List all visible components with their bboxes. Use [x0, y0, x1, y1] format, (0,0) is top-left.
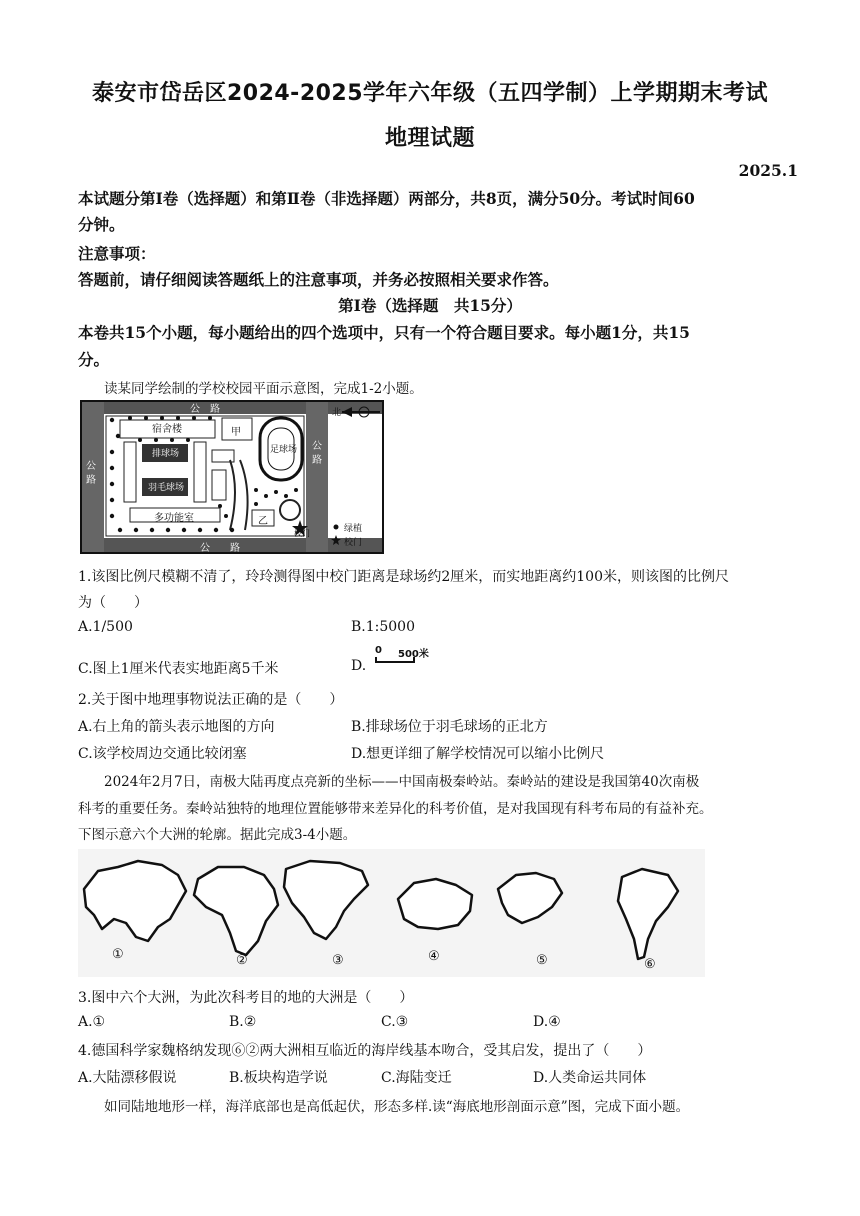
map-label-jia: 甲	[231, 427, 241, 438]
map-label-multi: 多功能室	[154, 513, 194, 524]
continent-label-1: ①	[112, 947, 124, 962]
q1-option-b: B.1:5000	[351, 619, 415, 635]
campus-map	[80, 400, 384, 554]
section-desc-1: 本卷共15个小题，每小题给出的四个选项中，只有一个符合题目要求。每小题1分，共15	[78, 323, 690, 342]
continent-outlines	[78, 849, 705, 977]
q1-option-c: C.图上1厘米代表实地距离5千米	[78, 661, 279, 677]
q4-option-b: B.板块构造学说	[229, 1070, 328, 1086]
map-label-gate: 校门	[294, 529, 310, 538]
exam-date: 2025.1	[738, 161, 798, 180]
q2-option-a: A.右上角的箭头表示地图的方向	[78, 719, 275, 735]
map-label-road-right: 公路	[312, 441, 322, 466]
q3-stem: 3.图中六个大洲，为此次科考目的地的大洲是（ ）	[78, 990, 414, 1006]
map-label-dorm: 宿舍楼	[152, 424, 182, 435]
scale-line	[372, 656, 432, 664]
q3-option-c: C.③	[381, 1014, 409, 1030]
continent-label-3: ③	[332, 953, 344, 968]
map-label-football: 足球场	[270, 445, 298, 455]
section-desc-2: 分。	[78, 350, 110, 369]
continent-label-2: ②	[236, 953, 248, 968]
map-legend-green: 绿植	[344, 524, 363, 534]
map-label-badminton: 羽毛球场	[148, 483, 185, 493]
q1-scale-bar	[372, 645, 442, 665]
continent-label-5: ⑤	[536, 953, 548, 968]
map-label-north: 北	[332, 408, 342, 418]
scale-500: 500米	[398, 649, 429, 660]
continent-label-4: ④	[428, 949, 440, 964]
section-title: 第Ⅰ卷（选择题 共15分）	[338, 296, 522, 315]
group2-passage-3: 下图示意六个大洲的轮廓。据此完成3-4小题。	[78, 827, 357, 843]
map-label-volleyball: 排球场	[152, 449, 180, 459]
q2-option-c: C.该学校周边交通比较闭塞	[78, 746, 247, 762]
exam-subtitle: 地理试题	[384, 126, 475, 151]
continents-figure	[78, 849, 705, 977]
q4-option-c: C.海陆变迁	[381, 1070, 452, 1086]
notice-text: 答题前，请仔细阅读答题纸上的注意事项，并务必按照相关要求作答。	[78, 270, 559, 289]
exam-title: 泰安市岱岳区2024-2025学年六年级（五四学制）上学期期末考试	[91, 81, 769, 106]
q1-option-a: A.1/500	[78, 619, 133, 635]
q1-stem-line-2: 为（ ）	[78, 595, 148, 611]
notice-title: 注意事项：	[78, 244, 156, 263]
map-label-road-left: 公路	[86, 461, 96, 486]
q2-option-b: B.排球场位于羽毛球场的正北方	[351, 719, 548, 735]
group3-prompt: 如同陆地地形一样，海洋底部也是高低起伏，形态多样.读“海底地形剖面示意”图，完成下面小题。	[104, 1099, 690, 1115]
map-legend-gate: 校门	[344, 538, 363, 548]
q3-option-b: B.②	[229, 1014, 257, 1030]
continent-label-6: ⑥	[644, 957, 656, 972]
scale-zero: 0	[375, 645, 382, 656]
q4-stem: 4.德国科学家魏格纳发现⑥②两大洲相互临近的海岸线基本吻合，受其启发，提出了（ ）	[78, 1043, 652, 1059]
q4-option-a: A.大陆漂移假说	[78, 1070, 177, 1086]
q1-option-d: D.	[351, 658, 367, 674]
intro-line-2: 分钟。	[78, 215, 125, 234]
q2-stem: 2.关于图中地理事物说法正确的是（ ）	[78, 692, 344, 708]
q1-stem-line-1: 1.该图比例尺模糊不清了，玲玲测得图中校门距离是球场约2厘米，而实地距离约100米，则该图的比例尺	[78, 569, 729, 585]
group1-prompt: 读某同学绘制的学校校园平面示意图，完成1-2小题。	[104, 381, 423, 397]
map-label-road-top: 公 路	[190, 404, 220, 415]
intro-line-1: 本试题分第Ⅰ卷（选择题）和第Ⅱ卷（非选择题）两部分，共8页，满分50分。考试时间60	[78, 189, 695, 208]
group2-passage-1: 2024年2月7日，南极大陆再度点亮新的坐标——中国南极秦岭站。秦岭站的建设是我国第40次南极	[104, 774, 700, 790]
q2-option-d: D.想更详细了解学校情况可以缩小比例尺	[351, 746, 605, 762]
map-label-road-bottom: 公 路	[200, 543, 240, 554]
map-label-yi: 乙	[258, 516, 268, 527]
q3-option-a: A.①	[78, 1014, 106, 1030]
group2-passage-2: 科考的重要任务。秦岭站独特的地理位置能够带来差异化的科考价值，是对我国现有科考布局的有益补充。	[78, 801, 713, 817]
q4-option-d: D.人类命运共同体	[533, 1070, 647, 1086]
q3-option-d: D.④	[533, 1014, 561, 1030]
